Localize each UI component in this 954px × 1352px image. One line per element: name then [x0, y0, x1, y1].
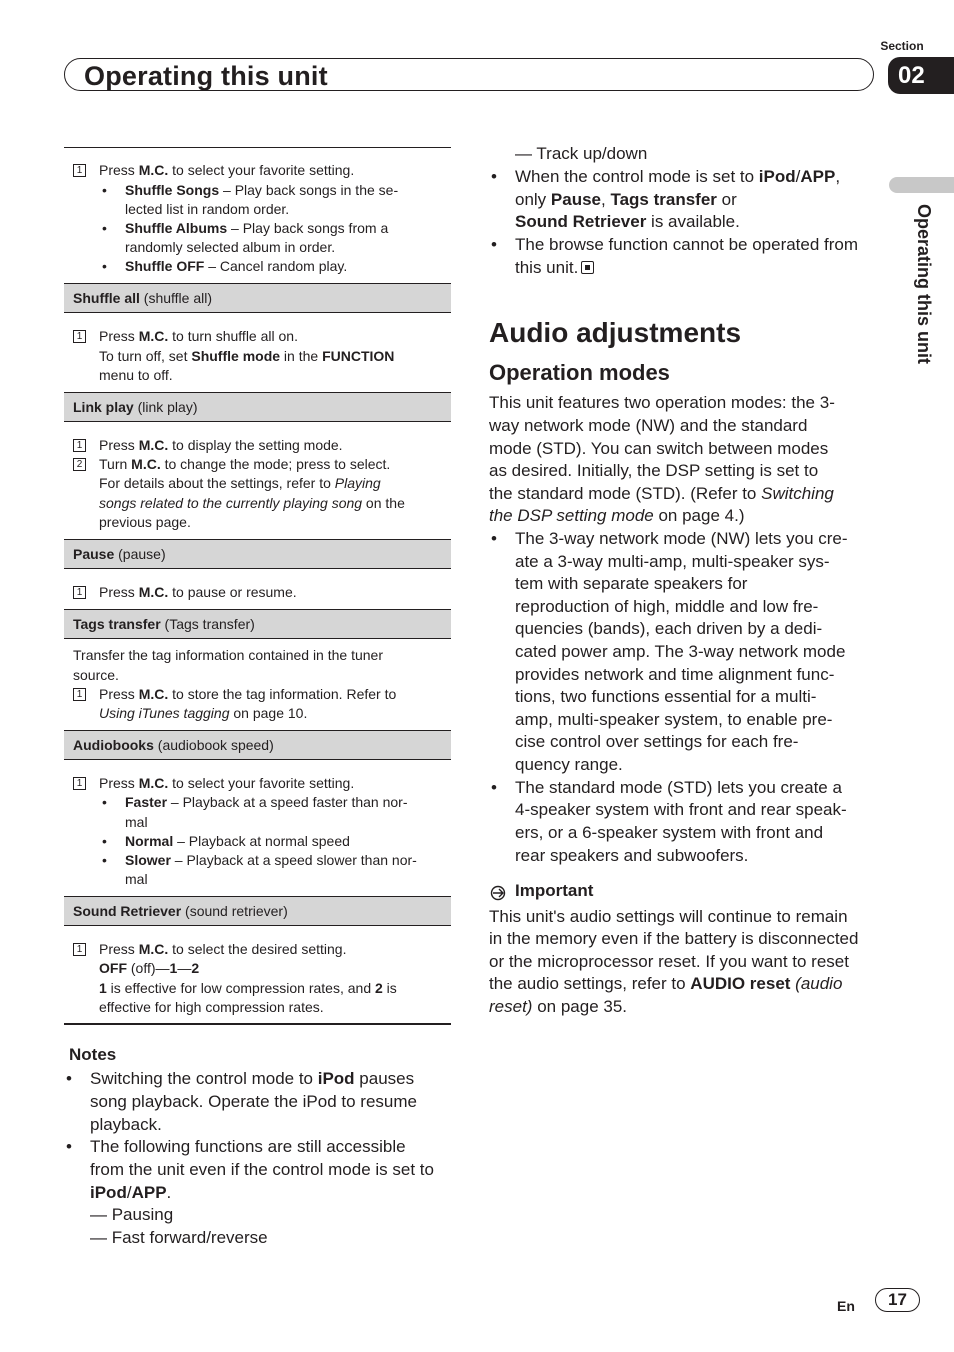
step-text-cont: Using iTunes tagging on page 10.: [99, 705, 308, 721]
note-text: iPod/APP.: [90, 1183, 172, 1202]
step-number: 1: [73, 688, 86, 701]
step-text: Press M.C. to display the setting mode.: [99, 437, 343, 453]
setting-header-pause: Pause (pause): [64, 539, 451, 569]
option-values: OFF (off)—1—2: [99, 960, 200, 976]
note-text: song playback. Operate the iPod to resume: [90, 1092, 417, 1111]
dash-item: — Track up/down: [515, 144, 648, 163]
step-text: Press M.C. to pause or resume.: [99, 584, 297, 600]
body-text: the DSP setting mode on page 4.): [489, 506, 745, 525]
note-text: playback.: [90, 1115, 162, 1134]
bullet: •: [491, 235, 497, 254]
option-item: Slower – Playback at a speed slower than nor-: [125, 852, 417, 868]
important-icon: [489, 883, 509, 901]
bullet: •: [491, 529, 497, 548]
note-text: The following functions are still accessible: [90, 1137, 406, 1156]
setting-header-tags-transfer: Tags transfer (Tags transfer): [64, 609, 451, 639]
setting-header-shuffle-all: Shuffle all (shuffle all): [64, 283, 451, 313]
bullet: •: [102, 794, 107, 810]
step-text-cont: To turn off, set Shuffle mode in the FUNCTION: [99, 348, 395, 364]
step-text-cont: songs related to the currently playing song on the: [99, 495, 405, 511]
body-text: amp, multi-speaker system, to enable pre-: [515, 710, 833, 729]
intro-text: source.: [73, 667, 119, 683]
section-label: Section: [880, 39, 924, 53]
bullet: •: [66, 1137, 72, 1156]
stop-icon: [581, 261, 594, 274]
note-text: Switching the control mode to iPod pauses: [90, 1069, 415, 1088]
body-text: This unit features two operation modes: the 3-: [489, 393, 835, 412]
body-text: ers, or a 6-speaker system with front and: [515, 823, 824, 842]
step-text: Press M.C. to store the tag information. Refer to: [99, 686, 397, 702]
intro-text: Transfer the tag information contained in the tuner: [73, 647, 383, 663]
body-text: tions, two functions essential for a multi-: [515, 687, 817, 706]
step-text: Press M.C. to turn shuffle all on.: [99, 328, 298, 344]
side-label: Operating this unit: [914, 204, 934, 364]
step-number: 1: [73, 439, 86, 452]
bullet: •: [66, 1069, 72, 1088]
dash-item: — Fast forward/reverse: [90, 1228, 268, 1247]
bullet: •: [102, 258, 107, 274]
page-title: Operating this unit: [84, 61, 328, 91]
setting-header-link-play: Link play (link play): [64, 392, 451, 422]
body-text: 4-speaker system with front and rear speak-: [515, 800, 847, 819]
table-bottom-rule: [64, 1023, 451, 1025]
section-number: 02: [898, 62, 925, 89]
body-text: as desired. Initially, the DSP setting is set to: [489, 461, 819, 480]
setting-header-audiobooks: Audiobooks (audiobook speed): [64, 730, 451, 760]
bullet: •: [102, 833, 107, 849]
bullet: •: [491, 167, 497, 186]
page-number: 17: [875, 1288, 920, 1312]
audio-adjustments-heading: Audio adjustments: [489, 317, 742, 348]
operation-modes-heading: Operation modes: [489, 360, 670, 385]
body-text: the standard mode (STD). (Refer to Switching: [489, 484, 834, 503]
language-label: En: [837, 1298, 855, 1314]
body-text: The standard mode (STD) lets you create a: [515, 778, 842, 797]
option-item-cont: randomly selected album in order.: [125, 239, 336, 255]
step-number: 1: [73, 777, 86, 790]
side-tab: [889, 177, 954, 193]
body-text: the audio settings, refer to AUDIO reset (audio: [489, 974, 843, 993]
dash-item: — Pausing: [90, 1205, 174, 1224]
body-text: or the microprocessor reset. If you want to reset: [489, 952, 849, 971]
step-text-cont: For details about the settings, refer to Playing: [99, 475, 381, 491]
bullet: •: [102, 220, 107, 236]
option-item: Shuffle OFF – Cancel random play.: [125, 258, 348, 274]
option-item-cont: lected list in random order.: [125, 201, 290, 217]
step-text: Press M.C. to select the desired setting.: [99, 941, 347, 957]
step-number: 2: [73, 458, 86, 471]
body-text: cated power amp. The 3-way network mode: [515, 642, 846, 661]
option-item: Shuffle Songs – Play back songs in the se-: [125, 182, 399, 198]
step-text-cont: effective for high compression rates.: [99, 999, 324, 1015]
step-text-cont: menu to off.: [99, 367, 173, 383]
option-item: Normal – Playback at normal speed: [125, 833, 350, 849]
step-number: 1: [73, 330, 86, 343]
note-text: The browse function cannot be operated from: [515, 235, 859, 254]
option-item-cont: mal: [125, 871, 148, 887]
body-text: provides network and time alignment func-: [515, 665, 835, 684]
body-text: cise control over settings for each fre-: [515, 732, 799, 751]
notes-heading: Notes: [69, 1045, 117, 1064]
body-text: tem with separate speakers for: [515, 574, 748, 593]
step-number: 1: [73, 164, 86, 177]
body-text: rear speakers and subwoofers.: [515, 846, 749, 865]
body-text: way network mode (NW) and the standard: [489, 416, 808, 435]
body-text: in the memory even if the battery is disconnected: [489, 929, 859, 948]
important-label: Important: [515, 881, 594, 900]
step-text-cont: 1 is effective for low compression rates, and 2 is: [99, 980, 397, 996]
step-text: Press M.C. to select your favorite setting.: [99, 162, 355, 178]
body-text: mode (STD). You can switch between modes: [489, 439, 829, 458]
body-text: reset) on page 35.: [489, 997, 627, 1016]
step-number: 1: [73, 943, 86, 956]
body-text: This unit's audio settings will continue to remain: [489, 907, 848, 926]
option-item: Shuffle Albums – Play back songs from a: [125, 220, 389, 236]
step-text-cont: previous page.: [99, 514, 191, 530]
step-text: Turn M.C. to change the mode; press to select.: [99, 456, 391, 472]
table-top-rule: [64, 147, 451, 148]
bullet: •: [102, 182, 107, 198]
note-text: only Pause, Tags transfer or: [515, 190, 737, 209]
option-item-cont: mal: [125, 814, 148, 830]
bullet: •: [102, 852, 107, 868]
body-text: quencies (bands), each driven by a dedi-: [515, 619, 823, 638]
note-text: Sound Retriever is available.: [515, 212, 740, 231]
note-text: from the unit even if the control mode is set to: [90, 1160, 434, 1179]
step-number: 1: [73, 586, 86, 599]
bullet: •: [491, 778, 497, 797]
setting-header-sound-retriever: Sound Retriever (sound retriever): [64, 896, 451, 926]
body-text: The 3-way network mode (NW) lets you cre-: [515, 529, 848, 548]
note-text: this unit.: [515, 257, 594, 280]
body-text: reproduction of high, middle and low fre-: [515, 597, 819, 616]
step-text: Press M.C. to select your favorite setting.: [99, 775, 355, 791]
body-text: ate a 3-way multi-amp, multi-speaker sys-: [515, 552, 830, 571]
body-text: quency range.: [515, 755, 623, 774]
note-text: When the control mode is set to iPod/APP,: [515, 167, 841, 186]
option-item: Faster – Playback at a speed faster than nor-: [125, 794, 408, 810]
